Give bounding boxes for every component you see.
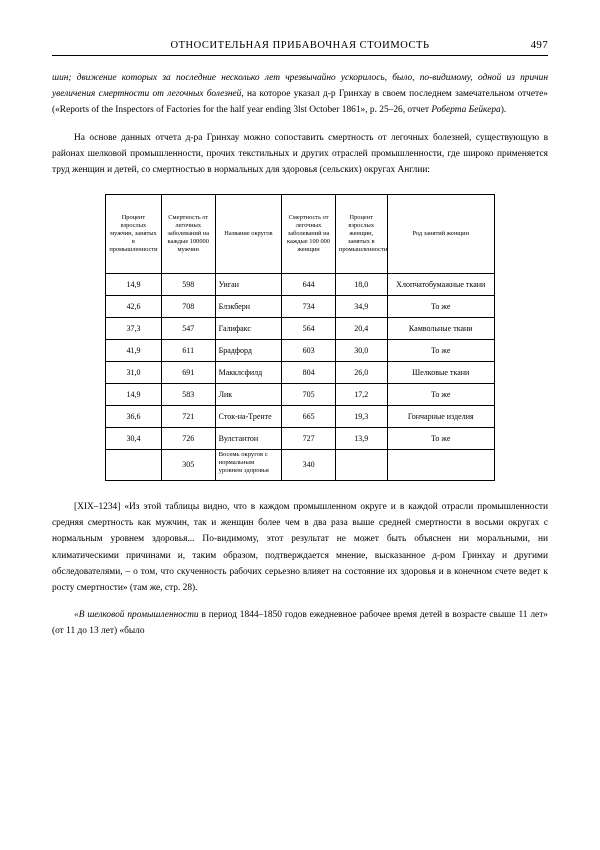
cell-district: Брадфорд — [215, 340, 282, 362]
paragraph-3: [XIX–1234] «Из этой таблицы видно, что в каждом промышленном округе и в каждой отрасли промышленности средняя смертность как мужчин, так и женщин более чем в два раза выше средней смертности в восьми округах с нормальным уровнем здоровья... По-видимому, этот результат не может быть объяснен ни моральными, ни климатическими причинами и, таким образом, подтверждается мнение, высказанное д-ром Гринхау и другими обследователями, – о том, что скученность рабочих серьезно влияет на состояние их здоровья и в конечном счете ведет к росту смертности» (там же, стр. 28). — [52, 502, 548, 593]
cell-district: Сток-на-Тренте — [215, 406, 282, 428]
table-body — [106, 274, 495, 481]
cell-men-mortality: 305 — [161, 450, 215, 481]
paragraph-4-italic-a: «В шелковой промышленности — [74, 610, 199, 621]
cell-men-mortality: 721 — [161, 406, 215, 428]
cell-women-percent: 19,3 — [335, 406, 387, 428]
cell-women-mortality: 727 — [282, 428, 336, 450]
column-header-women-percent: Процент взрослых женщин, занятых в промышленности — [335, 195, 387, 274]
cell-men-mortality: 611 — [161, 340, 215, 362]
cell-women-mortality: 804 — [282, 362, 336, 384]
cell-women-mortality: 340 — [282, 450, 336, 481]
cell-men-mortality: 708 — [161, 296, 215, 318]
cell-district: Лик — [215, 384, 282, 406]
table-row — [106, 296, 495, 318]
cell-women-mortality: 705 — [282, 384, 336, 406]
cell-district: Восемь округов с нормальным уровнем здоровья — [215, 450, 282, 481]
cell-occupation — [387, 450, 495, 481]
cell-men-mortality: 726 — [161, 428, 215, 450]
cell-occupation: Хлопчатобумажные ткани — [387, 274, 495, 296]
table-row — [106, 274, 495, 296]
column-header-district: Название округов — [215, 195, 282, 274]
paragraph-1-italic-c: Роберта Бейкера — [431, 105, 501, 116]
table-row — [106, 318, 495, 340]
cell-men-mortality: 598 — [161, 274, 215, 296]
cell-women-percent: 26,0 — [335, 362, 387, 384]
cell-district: Блэкберн — [215, 296, 282, 318]
cell-occupation: То же — [387, 428, 495, 450]
mortality-table — [105, 194, 495, 481]
cell-men-percent: 42,6 — [106, 296, 162, 318]
cell-men-percent — [106, 450, 162, 481]
cell-occupation: То же — [387, 384, 495, 406]
table-head — [106, 195, 495, 274]
cell-men-percent: 30,4 — [106, 428, 162, 450]
paragraph-4 — [52, 607, 548, 639]
table-header-row — [106, 195, 495, 274]
table-row — [106, 362, 495, 384]
running-head-title: ОТНОСИТЕЛЬНАЯ ПРИБАВОЧНАЯ СТОИМОСТЬ — [170, 40, 430, 51]
paragraph-1-italic-a: шин; движение которых за последние несколько лет чрезвычайно ускорилось, было, по-видимому, одной из причин увеличения смертности от легочных болезней — [52, 73, 548, 100]
cell-district: Макклсфилд — [215, 362, 282, 384]
table-row — [106, 384, 495, 406]
cell-occupation: Шелковые ткани — [387, 362, 495, 384]
cell-men-percent: 41,9 — [106, 340, 162, 362]
cell-men-percent: 14,9 — [106, 274, 162, 296]
cell-district: Галифакс — [215, 318, 282, 340]
cell-men-mortality: 583 — [161, 384, 215, 406]
cell-women-percent: 20,4 — [335, 318, 387, 340]
paragraph-1-text-d: ). — [500, 105, 507, 116]
cell-men-mortality: 547 — [161, 318, 215, 340]
cell-men-percent: 14,9 — [106, 384, 162, 406]
column-header-men-percent: Процент взрослых мужчин, занятых в промышленности — [106, 195, 162, 274]
table-row — [106, 428, 495, 450]
cell-men-percent: 31,0 — [106, 362, 162, 384]
paragraph-1-text-b: , на которое указал д-р Гринхау в своем последнем замечательном отчете» («Reports of the Inspectors of Factories for the half year ending 3lst October 1861», p. 25–26, отчет — [52, 89, 548, 116]
column-header-men-mortality: Смертность от легочных заболеваний на каждые 100000 мужчин — [161, 195, 215, 274]
paragraph-2: На основе данных отчета д-ра Гринхау можно сопоставить смертность от легочных болезней, существующую в районах шелковой промышленности, прочих текстильных и других отраслей промышленности, где широко применяется труд женщин и детей, со смертностью в нормальных для здоровья (сельских) округах Англии: — [52, 132, 548, 175]
cell-women-mortality: 665 — [282, 406, 336, 428]
cell-occupation: Камвольные ткани — [387, 318, 495, 340]
paragraph-4-text-b: в период 1844–1850 годов ежедневное рабочее время детей в возрасте свыше 11 лет» (от 11 до 13 лет) «было — [52, 610, 548, 637]
page-number: 497 — [530, 39, 548, 51]
cell-men-percent: 37,3 — [106, 318, 162, 340]
cell-district: Уиган — [215, 274, 282, 296]
table-row — [106, 450, 495, 481]
cell-occupation: Гончарные изделия — [387, 406, 495, 428]
table-row — [106, 406, 495, 428]
after-table-text — [52, 499, 548, 639]
paragraph-1 — [52, 70, 548, 119]
cell-women-percent: 17,2 — [335, 384, 387, 406]
cell-women-mortality: 644 — [282, 274, 336, 296]
cell-occupation: То же — [387, 296, 495, 318]
cell-district: Вулстантон — [215, 428, 282, 450]
cell-women-mortality: 734 — [282, 296, 336, 318]
cell-women-percent: 18,0 — [335, 274, 387, 296]
cell-women-mortality: 564 — [282, 318, 336, 340]
cell-women-percent: 34,9 — [335, 296, 387, 318]
cell-women-mortality: 603 — [282, 340, 336, 362]
column-header-occupation: Род занятий женщин — [387, 195, 495, 274]
cell-women-percent: 13,9 — [335, 428, 387, 450]
cell-men-percent: 36,6 — [106, 406, 162, 428]
cell-women-percent: 30,0 — [335, 340, 387, 362]
cell-men-mortality: 691 — [161, 362, 215, 384]
column-header-women-mortality: Смертность от легочных заболеваний на каждые 100 000 женщин — [282, 195, 336, 274]
page-header — [52, 40, 548, 56]
cell-women-percent — [335, 450, 387, 481]
table-row — [106, 340, 495, 362]
cell-occupation: То же — [387, 340, 495, 362]
